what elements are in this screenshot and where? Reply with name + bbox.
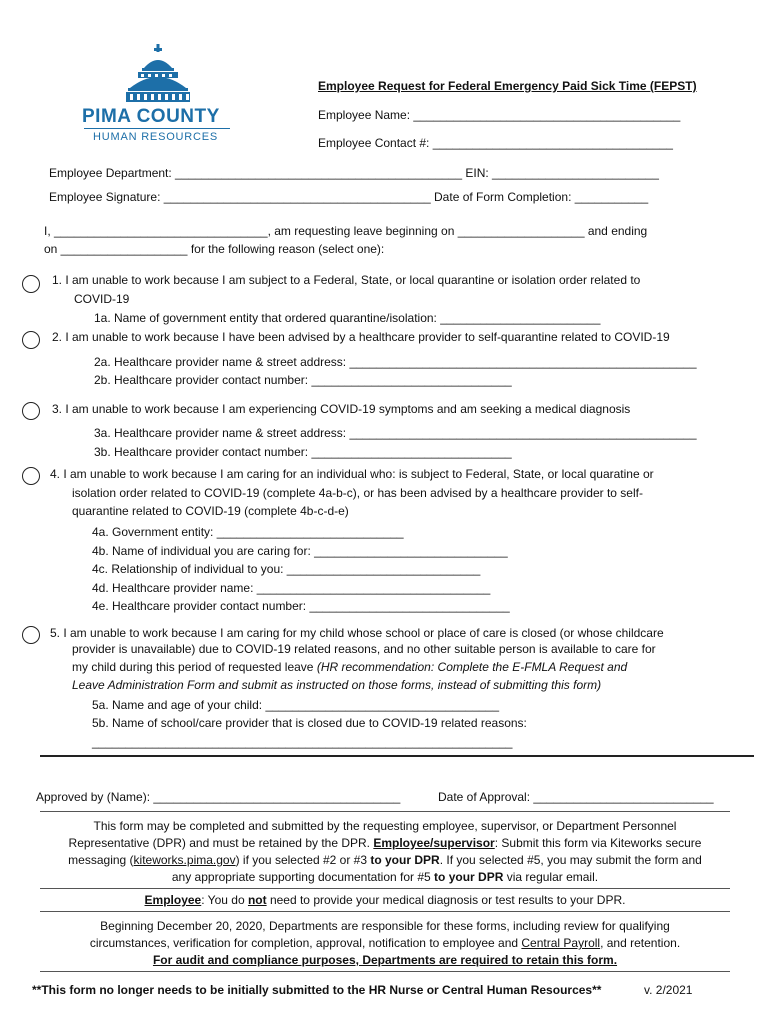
form-version: v. 2/2021 [644,983,693,997]
submission-notice: This form may be completed and submitted by the requesting employee, supervisor, or Department Personnel Representative (DPR) and must be retained by the DPR. Employee/supervisor: Submit this form via Kiteworks secure messaging (kiteworks.pima.gov) if you selected #2 or #3 to your DPR. If you selected #5, you may submit the form and any appropriate supporting documentation for #5 to your DPR via regular email. [68,819,702,884]
reason-3-radio[interactable] [22,402,40,420]
reason-4-text-cont2: quarantine related to COVID-19 (complete 4b-c-d-e) [72,504,349,518]
leave-dates-line[interactable]: I, ________________________________, am requesting leave beginning on ___________________ and ending [44,224,648,238]
employee-notice: Employee: You do not need to provide your medical diagnosis or test results to your DPR. [144,893,626,907]
reason-2-text: 2. I am unable to work because I have been advised by a healthcare provider to self-quarantine related to COVID-19 [52,330,670,344]
reason-3b-field[interactable]: 3b. Healthcare provider contact number: ______________________________ [94,445,512,459]
reason-5-text: 5. I am unable to work because I am caring for my child whose school or place of care is closed (or whose childcare [50,626,664,640]
logo-rule [84,128,230,129]
department-ein-field[interactable]: Employee Department: ___________________________________________ EIN: _________________________ [49,166,659,180]
reason-4-text: 4. I am unable to work because I am caring for an individual who: is subject to Federal, State, or local quaratine or [50,467,654,481]
notice-3-bottom-rule [40,971,730,972]
notice-1-top-rule [40,811,730,812]
reason-5b-field[interactable]: _______________________________________________________________ [92,735,513,749]
reason-4e-field[interactable]: 4e. Healthcare provider contact number: ______________________________ [92,599,510,613]
reason-5b-label: 5b. Name of school/care provider that is closed due to COVID-19 related reasons: [92,716,527,730]
reason-1-text-cont: COVID-19 [74,292,130,306]
reason-1a-field[interactable]: 1a. Name of government entity that ordered quarantine/isolation: ________________________ [94,311,601,325]
date-of-approval-field[interactable]: Date of Approval: ___________________________ [438,790,714,804]
signature-date-field[interactable]: Employee Signature: ________________________________________ Date of Form Completion: ___________ [49,190,649,204]
reason-1-text: 1. I am unable to work because I am subject to a Federal, State, or local quarantine or isolation order related to [52,273,641,287]
form-title: Employee Request for Federal Emergency Paid Sick Time (FEPST) [318,79,697,93]
reason-2-radio[interactable] [22,331,40,349]
kiteworks-link[interactable]: kiteworks.pima.gov [133,853,236,867]
footer-note: **This form no longer needs to be initially submitted to the HR Nurse or Central Human Resources** [32,983,602,997]
reason-5a-field[interactable]: 5a. Name and age of your child: ___________________________________ [92,698,500,712]
reason-4d-field[interactable]: 4d. Healthcare provider name: ___________________________________ [92,581,491,595]
logo-subtitle: HUMAN RESOURCES [93,131,219,143]
section-divider [40,755,754,757]
reason-5-text-cont2: my child during this period of requested leave (HR recommendation: Complete the E-FMLA Request and [72,660,628,674]
notice-2-top-rule [40,888,730,889]
reason-5-text-cont3: Leave Administration Form and submit as instructed on those forms, instead of submitting this form) [72,678,602,692]
reason-4-text-cont1: isolation order related to COVID-19 (complete 4a-b-c), or has been advised by a healthcare provider to self- [72,486,643,500]
reason-2b-field[interactable]: 2b. Healthcare provider contact number: ______________________________ [94,373,512,387]
approved-by-field[interactable]: Approved by (Name): _____________________________________ [36,790,401,804]
reason-4c-field[interactable]: 4c. Relationship of individual to you: _____________________________ [92,562,481,576]
reason-4a-field[interactable]: 4a. Government entity: ____________________________ [92,525,404,539]
reason-4-radio[interactable] [22,467,40,485]
reason-1-radio[interactable] [22,275,40,293]
hr-recommendation-text: (HR recommendation: Complete the E-FMLA Request and [313,660,628,674]
reason-3-text: 3. I am unable to work because I am experiencing COVID-19 symptoms and am seeking a medical diagnosis [52,402,631,416]
employee-contact-field[interactable]: Employee Contact #: ____________________________________ [318,136,673,150]
reason-5-radio[interactable] [22,626,40,644]
reason-3a-field[interactable]: 3a. Healthcare provider name & street address: ____________________________________________________ [94,426,697,440]
reason-4b-field[interactable]: 4b. Name of individual you are caring for: _____________________________ [92,544,508,558]
notice-3-top-rule [40,911,730,912]
reason-prompt-line[interactable]: on ___________________ for the following reason (select one): [44,242,385,256]
reason-2a-field[interactable]: 2a. Healthcare provider name & street address: ____________________________________________________ [94,355,697,369]
department-responsibility-notice: Beginning December 20, 2020, Departments are responsible for these forms, including review for qualifying circumstances, verification for completion, approval, notification to employee and Central Payroll, and retention. For audit and compliance purposes, Departments are required to retain this form. [89,919,681,967]
reason-5-text-cont1: provider is unavailable) due to COVID-19 related reasons, and no other suitable person is available to care for [72,642,656,656]
employee-name-field[interactable]: Employee Name: ________________________________________ [318,108,681,122]
logo-title: PIMA COUNTY [82,106,220,127]
